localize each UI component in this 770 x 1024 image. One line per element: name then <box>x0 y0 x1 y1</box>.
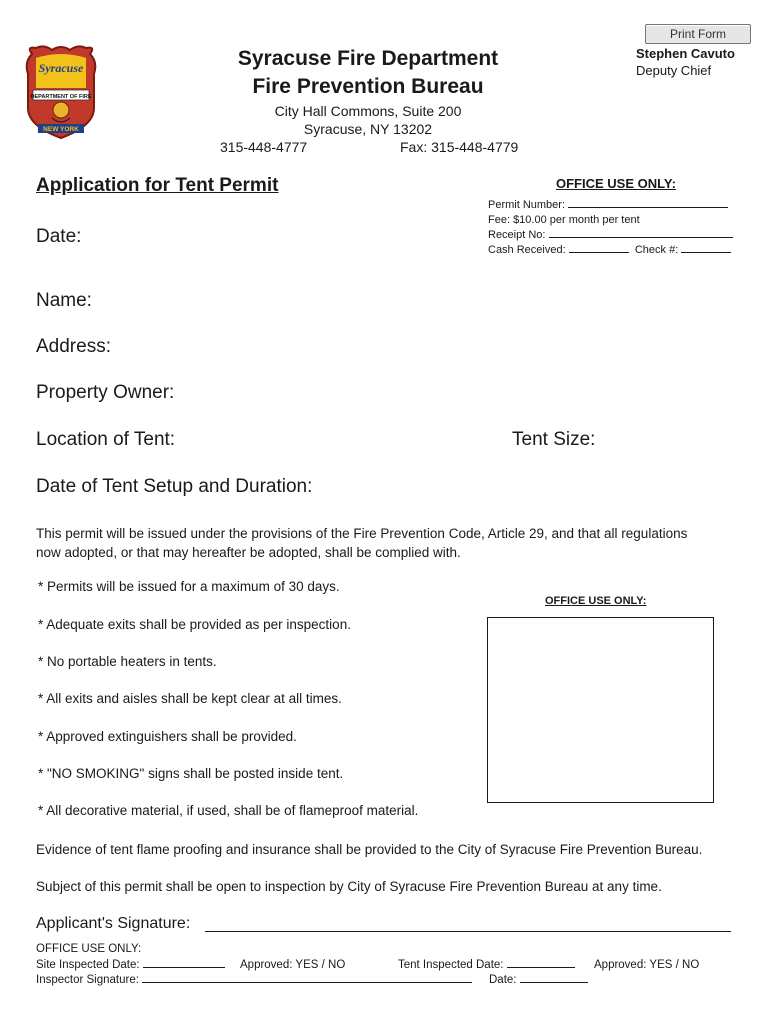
tent-inspected-date-field[interactable] <box>507 967 575 968</box>
address-line-1: City Hall Commons, Suite 200 <box>274 103 462 119</box>
rule-item: * All decorative material, if used, shall be of flameproof material. <box>38 803 419 818</box>
phone-number: 315-448-4777 <box>220 139 308 155</box>
inspector-signature-label: Inspector Signature: <box>36 974 139 986</box>
inspector-signature-row <box>36 974 472 986</box>
address-label: Address: <box>36 336 111 357</box>
office-use-stamp-box <box>487 617 714 803</box>
intro-line-2: now adopted, or that may hereafter be adopted, shall be complied with. <box>36 545 461 560</box>
rule-item: * All exits and aisles shall be kept clear at all times. <box>38 691 342 706</box>
rule-item: * Approved extinguishers shall be provided. <box>38 729 297 744</box>
application-title: Application for Tent Permit <box>36 175 279 196</box>
office-use-box-heading: OFFICE USE ONLY: <box>545 595 647 607</box>
cash-received-label: Cash Received: <box>488 244 566 256</box>
fee-text: Fee: $10.00 per month per tent <box>488 214 640 226</box>
receipt-number-label: Receipt No: <box>488 229 546 241</box>
footer-date-label: Date: <box>489 974 517 986</box>
applicant-signature-line[interactable] <box>205 931 731 932</box>
setup-duration-label: Date of Tent Setup and Duration: <box>36 476 313 497</box>
approved-2-text: Approved: YES / NO <box>594 959 700 971</box>
tent-inspected-row <box>398 959 575 971</box>
address-line-2: Syracuse, NY 13202 <box>303 121 433 137</box>
tent-inspected-label: Tent Inspected Date: <box>398 959 504 971</box>
badge-top-text: Syracuse <box>38 61 84 75</box>
date-label: Date: <box>36 226 82 247</box>
name-label: Name: <box>36 290 92 311</box>
chief-title: Deputy Chief <box>636 63 712 78</box>
permit-number-field[interactable] <box>568 207 728 208</box>
location-of-tent-label: Location of Tent: <box>36 429 176 450</box>
check-number-field[interactable] <box>681 252 731 253</box>
rule-item: * Permits will be issued for a maximum of 30 days. <box>38 579 340 594</box>
evidence-text: Evidence of tent flame proofing and insurance shall be provided to the City of Syracuse Fire Prevention Bureau. <box>36 842 703 857</box>
property-owner-label: Property Owner: <box>36 382 175 403</box>
receipt-number-row <box>488 229 733 241</box>
footer-date-row <box>489 974 588 986</box>
footer-date-field[interactable] <box>520 982 588 983</box>
check-number-label: Check #: <box>634 244 679 256</box>
badge-band-text: DEPARTMENT OF FIRE <box>30 94 92 100</box>
rule-item: * Adequate exits shall be provided as per inspection. <box>38 617 351 632</box>
cash-received-field[interactable] <box>569 252 629 253</box>
bureau-title: Fire Prevention Bureau <box>252 75 484 98</box>
site-inspected-row <box>36 959 225 971</box>
approved-1-text: Approved: YES / NO <box>240 959 346 971</box>
print-form-button[interactable]: Print Form <box>645 24 751 44</box>
site-inspected-label: Site Inspected Date: <box>36 959 140 971</box>
applicant-signature-label: Applicant's Signature: <box>36 915 191 932</box>
fax-number: Fax: 315-448-4779 <box>400 139 519 155</box>
cash-received-row <box>488 244 731 256</box>
footer-office-use-heading: OFFICE USE ONLY: <box>36 943 142 955</box>
tent-size-label: Tent Size: <box>512 429 596 450</box>
fire-department-badge-logo <box>22 44 100 140</box>
department-title: Syracuse Fire Department <box>237 47 499 70</box>
office-use-heading: OFFICE USE ONLY: <box>556 176 676 191</box>
badge-bottom-text: NEW YORK <box>43 126 79 133</box>
rule-item: * "NO SMOKING" signs shall be posted inside tent. <box>38 766 344 781</box>
intro-line-1: This permit will be issued under the provisions of the Fire Prevention Code, Article 29, and that all regulations <box>36 526 688 541</box>
rule-item: * No portable heaters in tents. <box>38 654 217 669</box>
site-inspected-date-field[interactable] <box>143 967 225 968</box>
permit-number-label: Permit Number: <box>488 199 566 211</box>
inspector-signature-field[interactable] <box>142 982 472 983</box>
chief-name: Stephen Cavuto <box>636 46 735 61</box>
receipt-number-field[interactable] <box>549 237 733 238</box>
permit-number-row <box>488 199 728 211</box>
inspection-text: Subject of this permit shall be open to inspection by City of Syracuse Fire Prevention Bureau at any time. <box>36 879 662 894</box>
